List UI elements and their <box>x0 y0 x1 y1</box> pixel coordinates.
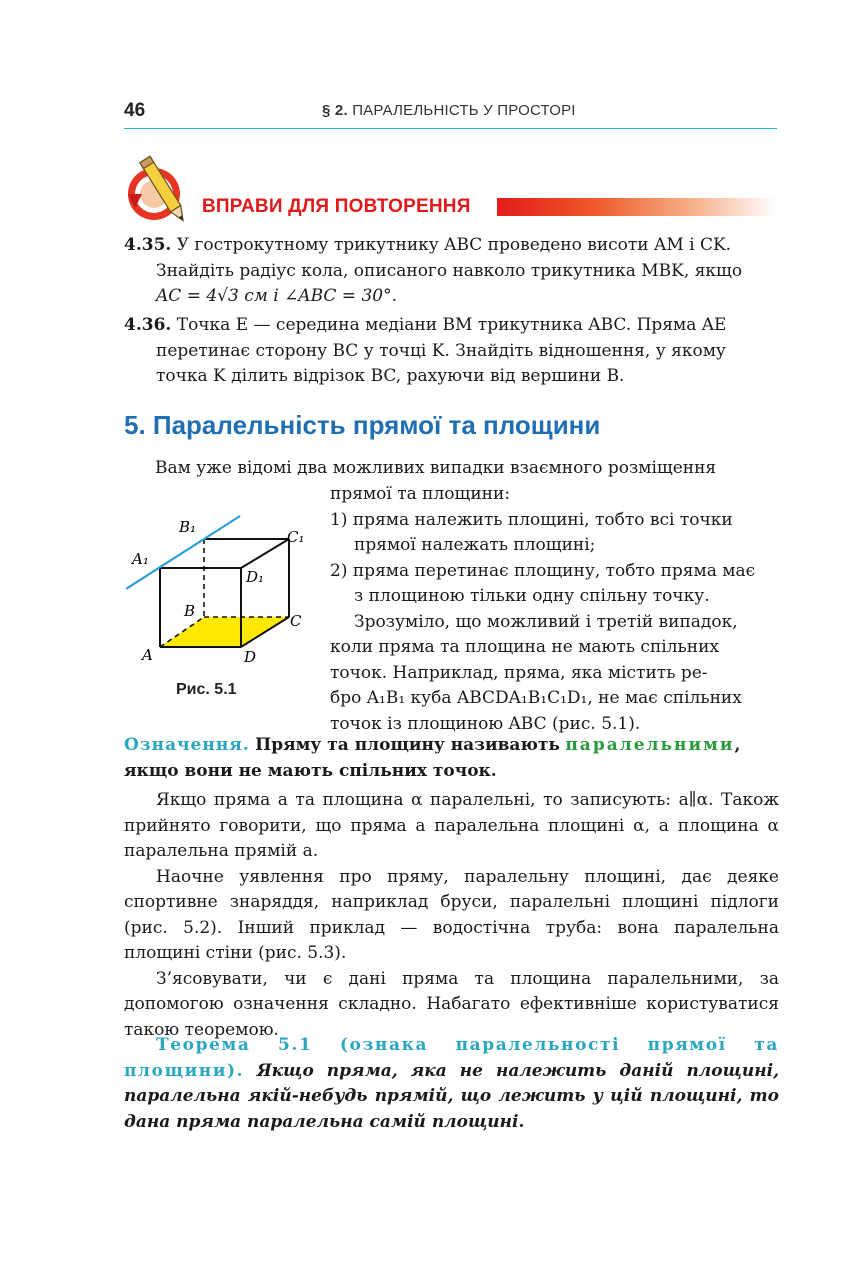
case-2-cont: з площиною тільки одну спільну точку. <box>354 586 710 606</box>
intro-text <box>330 482 779 737</box>
intro-line: Вам уже відомі два можливих випадки взаємного розміщення <box>155 458 717 478</box>
exercise-number: 4.35. <box>124 235 172 255</box>
case-1: 1) пряма належить площині, тобто всі точки <box>330 509 733 530</box>
body-text <box>124 788 779 1043</box>
exercise-number: 4.36. <box>124 315 172 335</box>
figure-cube <box>124 510 319 670</box>
pencil-compass-icon <box>124 150 202 230</box>
exercise-4-36 <box>124 313 779 390</box>
figure-caption: Рис. 5.1 <box>176 681 237 698</box>
running-header <box>322 102 576 119</box>
case-1-cont: прямої належать площині; <box>354 535 596 555</box>
base-plane <box>160 617 289 647</box>
body-paragraph: Наочне уявлення про пряму, паралельну площині, дає деяке спортивне знаряддя, наприклад бруси, паралельні площині підлоги (рис. 5.2). Інший приклад — водостічна труба: вона паралельна площині стіни (рис. 5.3). <box>124 866 779 963</box>
label-b1: B₁ <box>179 518 197 536</box>
intro-line: прямої та площини: <box>330 484 511 504</box>
third-case: Зрозуміло, що можливий і третій випадок, <box>354 611 738 632</box>
third-case: коли пряма та площина не мають спільних <box>330 637 720 657</box>
definition-term: паралельними <box>565 735 735 755</box>
label-d1: D₁ <box>246 568 265 586</box>
label-b: B <box>184 602 196 620</box>
third-case: бро A₁B₁ куба ABCDA₁B₁C₁D₁, не має спільних <box>330 688 742 708</box>
label-a: A <box>142 646 153 664</box>
exercise-line: Точка E — середина медіани BM трикутника ABC. Пряма AE <box>176 315 727 335</box>
exercise-line: перетинає сторону BC у точці K. Знайдіть відношення, у якому <box>156 340 726 361</box>
definition-text-line2: якщо вони не мають спільних точок. <box>124 760 497 781</box>
body-paragraph: З’ясовувати, чи є дані пряма та площина паралельними, за допомогою означення складно. Набагато ефективніше користуватися такою теоремою. <box>124 968 779 1040</box>
exercise-formula: AC = 4√3 см і ∠ABC = 30°. <box>156 286 397 306</box>
section-title: ПАРАЛЕЛЬНІСТЬ У ПРОСТОРІ <box>352 102 576 119</box>
page-number: 46 <box>124 100 146 121</box>
theorem-label: Теорема 5.1 (ознака паралельності прямої та площини). <box>124 1035 779 1081</box>
label-c: C <box>290 612 302 630</box>
case-2: 2) пряма перетинає площину, тобто пряма має <box>330 560 756 581</box>
exercise-line: Знайдіть радіус кола, описаного навколо трикутника MBK, якщо <box>156 260 743 281</box>
header-rule <box>124 128 777 129</box>
definition-block <box>124 733 779 784</box>
section-heading: 5. Паралельність прямої та площини <box>124 410 601 440</box>
theorem-text: Якщо пряма, яка не належить даній площині, паралельна якій-небудь прямій, що лежить у цій площині, то дана пряма паралельна самій площині. <box>124 1060 779 1132</box>
body-paragraph: Якщо пряма a та площина α паралельні, то записують: a∥α. Також прийнято говорити, що пряма a паралельна площині α, а площина α паралельна прямій a. <box>124 790 779 861</box>
section-sign: § 2. <box>322 102 348 119</box>
exercises-title: ВПРАВИ ДЛЯ ПОВТОРЕННЯ <box>202 196 471 217</box>
exercise-line: У гострокутному трикутнику ABC проведено висоти AM і CK. <box>176 235 732 255</box>
label-d: D <box>244 648 257 666</box>
label-a1: A₁ <box>132 550 149 568</box>
exercise-line: точка K ділить відрізок BC, рахуючи від вершини B. <box>156 366 625 386</box>
definition-punct: , <box>734 735 741 755</box>
exercise-4-35 <box>124 233 779 310</box>
exercises-title-bar <box>497 198 777 216</box>
theorem-block <box>124 1033 779 1135</box>
definition-text: Пряму та площину називають <box>255 735 560 755</box>
third-case: точок. Наприклад, пряма, яка містить ре- <box>330 662 708 683</box>
label-c1: C₁ <box>287 528 305 546</box>
third-case: точок із площиною ABC (рис. 5.1). <box>330 713 641 734</box>
definition-label: Означення. <box>124 735 250 755</box>
